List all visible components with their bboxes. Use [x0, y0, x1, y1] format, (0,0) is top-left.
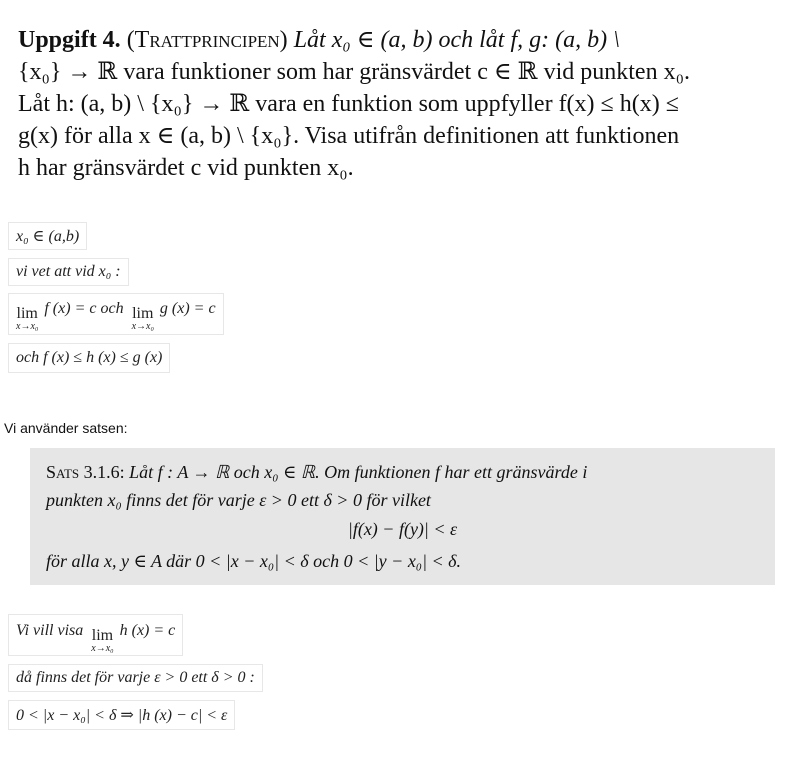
problem-line-1-rest: Låt x₀ ∈ (a, b) och låt f, g: (a, b) \	[293, 27, 620, 53]
note-we-know-text: vi vet att vid x₀ :	[16, 263, 121, 280]
problem-line-4: g(x) för alla x ∈ (a, b) \ {x₀}. Visa utifrån definitionen att funktionen	[18, 123, 680, 149]
problem-line-3: Låt h: (a, b) \ {x₀} → ℝ vara en funktion som uppfyller f(x) ≤ h(x) ≤	[18, 91, 679, 117]
problem-line-2: {x₀} → ℝ vara funktioner som har gränsvärdet c ∈ ℝ vid punkten x₀.	[18, 59, 690, 85]
problem-name: (Trattprincipen)	[126, 27, 288, 53]
note-we-know	[8, 258, 129, 286]
theorem-line-1-rest: Låt f : A → ℝ och x₀ ∈ ℝ. Om funktionen f har ett gränsvärde i	[129, 462, 588, 482]
note-interval-text: x₀ ∈ (a,b)	[16, 228, 80, 245]
goal-limit-post: h (x) = c	[119, 622, 176, 639]
goal-epsilon-delta	[8, 664, 263, 692]
goal-limit-h	[91, 628, 113, 654]
theorem-box	[30, 448, 775, 585]
note-limits-g: g (x) = c	[159, 300, 216, 317]
note-limits-f: f (x) = c och	[44, 300, 124, 317]
limit-g-operator: lim	[132, 305, 154, 322]
limit-g	[132, 306, 154, 332]
theorem-line-4	[46, 551, 461, 572]
limit-f-operator: lim	[16, 305, 38, 322]
problem-line-5: h har gränsvärdet c vid punkten x₀.	[18, 155, 354, 181]
goal-limit	[8, 614, 183, 656]
theorem-label: Sats 3.1.6:	[46, 462, 125, 482]
limit-g-subscript: x→x₀	[131, 321, 154, 332]
note-limits	[8, 293, 224, 335]
note-interval	[8, 222, 87, 250]
problem-label: Uppgift 4.	[18, 27, 121, 53]
theorem-line-2-text: punkten x₀ finns det för varje ε > 0 ett δ > 0 för vilket	[46, 490, 431, 510]
section-heading: Vi använder satsen:	[4, 420, 128, 436]
goal-implication-text: 0 < |x − x₀| < δ ⇒ |h (x) − c| < ε	[16, 707, 228, 724]
problem-statement	[18, 24, 794, 184]
note-inequality	[8, 343, 170, 373]
theorem-line-1	[46, 462, 587, 483]
limit-f-subscript: x→x₀	[16, 321, 39, 332]
goal-implication	[8, 700, 235, 730]
goal-epsilon-delta-text: då finns det för varje ε > 0 ett δ > 0 :	[16, 669, 255, 686]
theorem-line-3	[30, 519, 775, 540]
theorem-line-4-text: för alla x, y ∈ A där 0 < |x − x₀| < δ och 0 < |y − x₀| < δ.	[46, 551, 462, 571]
goal-limit-pre: Vi vill visa	[16, 622, 84, 639]
note-inequality-text: och f (x) ≤ h (x) ≤ g (x)	[16, 349, 163, 366]
goal-limit-operator: lim	[91, 627, 114, 644]
limit-f	[16, 306, 38, 332]
theorem-line-3-text: |f(x) − f(y)| < ε	[347, 519, 458, 539]
theorem-line-2	[46, 490, 431, 511]
goal-limit-subscript: x→x₀	[91, 643, 114, 654]
problem-line-1	[18, 24, 794, 56]
